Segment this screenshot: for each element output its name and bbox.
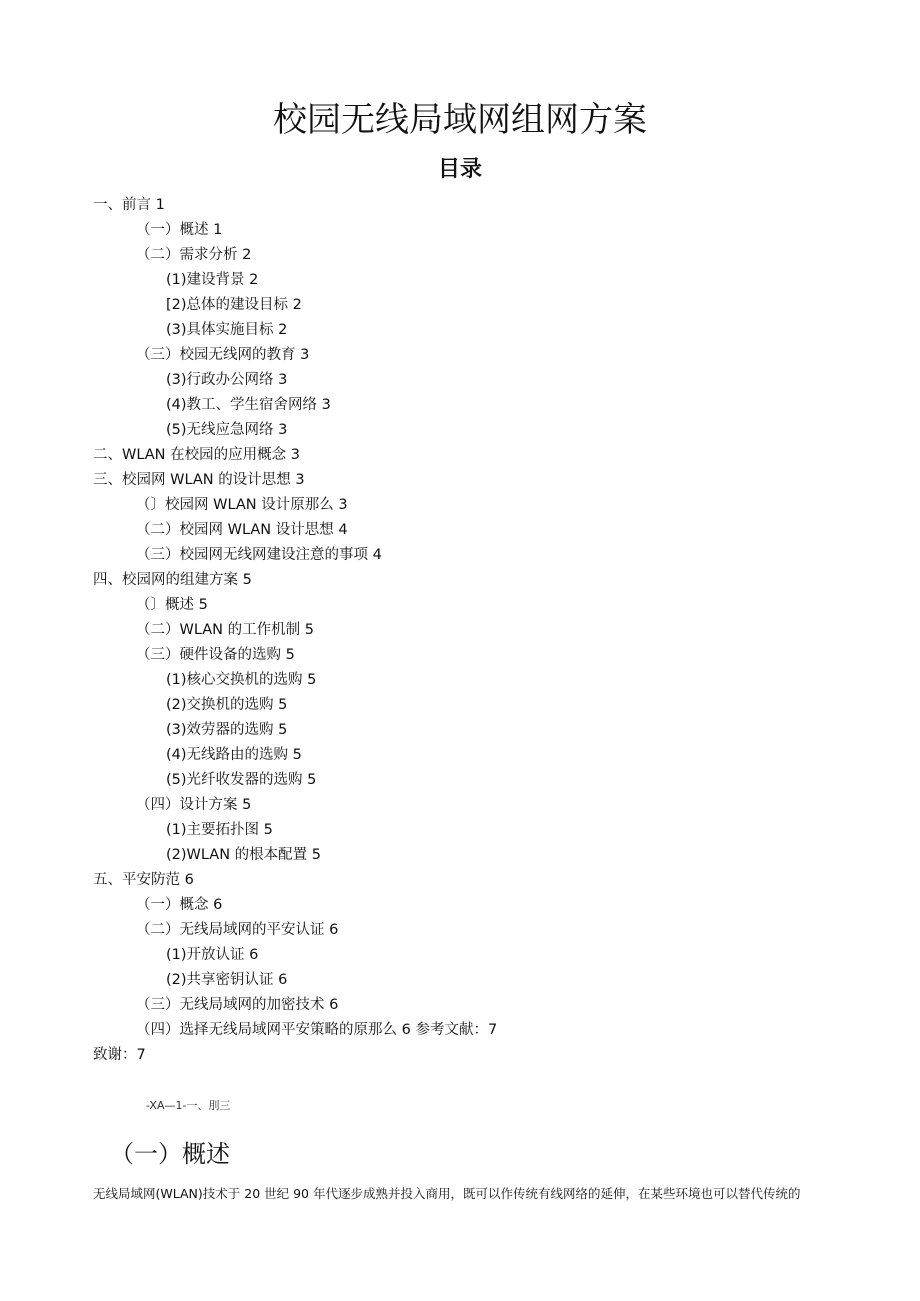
- toc-entry[interactable]: [2)总体的建设目标 2: [166, 297, 302, 313]
- toc-entry[interactable]: (5)光纤收发器的选购 5: [166, 772, 317, 788]
- toc-entry[interactable]: (4)无线路由的选购 5: [166, 747, 302, 763]
- page-header-note: -XA—1-一、刖三: [146, 1099, 231, 1112]
- toc-entry[interactable]: （一）概述 1: [136, 222, 223, 238]
- toc-entry[interactable]: （三）校园网无线网建设注意的事项 4: [136, 547, 382, 563]
- toc-entry[interactable]: 致谢：7: [93, 1047, 146, 1063]
- toc-entry[interactable]: （二）无线局域网的平安认证 6: [136, 922, 339, 938]
- table-of-contents: [0, 193, 920, 1068]
- toc-heading: 目录: [437, 157, 482, 182]
- toc-entry[interactable]: (1)主要拓扑图 5: [166, 822, 273, 838]
- section-heading: （一）概述: [110, 1140, 230, 1168]
- toc-entry[interactable]: （三）校园无线网的教育 3: [136, 347, 310, 363]
- toc-entry[interactable]: (1)开放认证 6: [166, 947, 259, 963]
- toc-entry[interactable]: （二）校园网 WLAN 设计思想 4: [136, 522, 348, 538]
- toc-entry[interactable]: （四）选择无线局域网平安策略的原那么 6 参考文献：7: [136, 1022, 498, 1038]
- toc-entry[interactable]: （〕概述 5: [136, 597, 208, 613]
- toc-entry[interactable]: 一、前言 1: [93, 197, 165, 213]
- toc-entry[interactable]: （二）WLAN 的工作机制 5: [136, 622, 314, 638]
- toc-entry[interactable]: (2)共享密钥认证 6: [166, 972, 288, 988]
- toc-entry[interactable]: （四）设计方案 5: [136, 797, 252, 813]
- toc-entry[interactable]: (1)核心交换机的选购 5: [166, 672, 317, 688]
- toc-entry[interactable]: (1)建设背景 2: [166, 272, 259, 288]
- toc-entry[interactable]: （三）硬件设备的选购 5: [136, 647, 295, 663]
- toc-entry[interactable]: （二）需求分析 2: [136, 247, 252, 263]
- toc-entry[interactable]: (4)教工、学生宿舍网络 3: [166, 397, 331, 413]
- toc-entry[interactable]: 四、校园网的组建方案 5: [93, 572, 252, 588]
- page-title: 校园无线局域网组网方案: [273, 100, 647, 140]
- body-paragraph: 无线局域网(WLAN)技术于 20 世纪 90 年代逐步成熟并投入商用，既可以作传统有线网络的延伸，在某些环境也可以替代传统的: [93, 1186, 801, 1201]
- toc-entry[interactable]: (3)效劳器的选购 5: [166, 722, 288, 738]
- toc-entry[interactable]: 二、WLAN 在校园的应用概念 3: [93, 447, 300, 463]
- toc-entry[interactable]: （〕校园网 WLAN 设计原那么 3: [136, 497, 348, 513]
- toc-entry[interactable]: 三、校园网 WLAN 的设计思想 3: [93, 472, 305, 488]
- toc-entry[interactable]: (3)行政办公网络 3: [166, 372, 288, 388]
- toc-entry[interactable]: (3)具体实施目标 2: [166, 322, 288, 338]
- toc-entry[interactable]: 五、平安防范 6: [93, 872, 194, 888]
- toc-entry[interactable]: （一）概念 6: [136, 897, 223, 913]
- toc-entry[interactable]: (2)交换机的选购 5: [166, 697, 288, 713]
- toc-entry[interactable]: (2)WLAN 的根本配置 5: [166, 847, 321, 863]
- toc-entry[interactable]: （三）无线局域网的加密技术 6: [136, 997, 339, 1013]
- toc-entry[interactable]: (5)无线应急网络 3: [166, 422, 288, 438]
